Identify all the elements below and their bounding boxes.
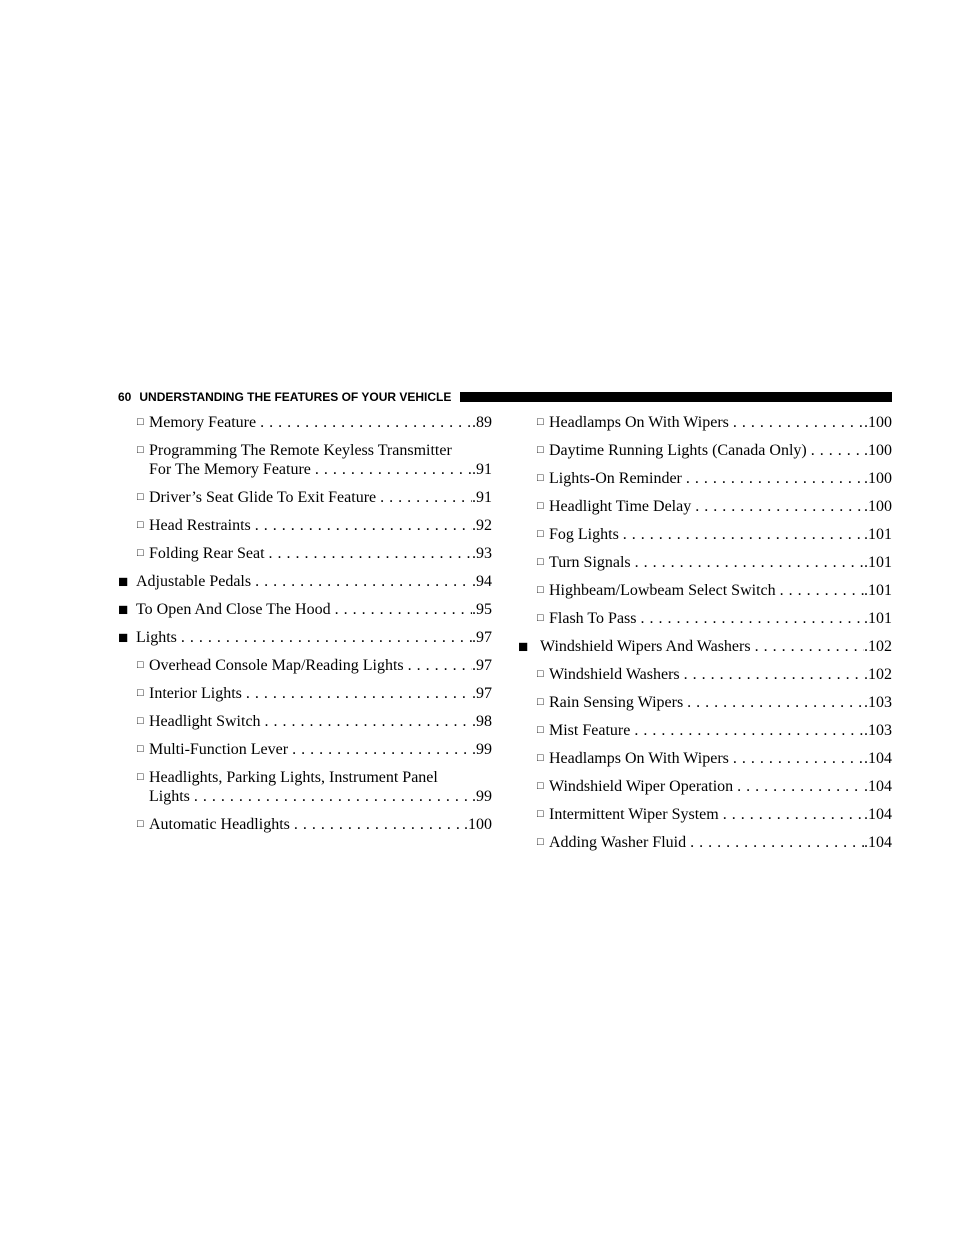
entry-title: Windshield Wiper Operation	[549, 778, 734, 795]
toc-subsection-entry[interactable]	[118, 712, 492, 731]
dot-leader	[695, 497, 864, 516]
dot-leader	[255, 516, 472, 535]
dot-leader	[408, 656, 472, 675]
hollow-square-bullet-icon: □	[537, 500, 544, 512]
dot-leader	[635, 553, 864, 572]
entry-page-number: .101	[864, 582, 892, 599]
entry-title: Adjustable Pedals	[136, 573, 252, 590]
toc-section-entry[interactable]	[518, 637, 892, 656]
dot-leader	[686, 469, 864, 488]
entry-title: Adding Washer Fluid	[549, 834, 687, 851]
toc-subsection-entry[interactable]	[118, 413, 492, 432]
filled-square-bullet-icon: ■	[118, 600, 129, 619]
dot-leader	[255, 572, 472, 591]
entry-page-number: .101	[864, 526, 892, 543]
hollow-square-bullet-icon: □	[537, 836, 544, 848]
entry-row	[549, 413, 892, 432]
dot-leader	[292, 740, 472, 759]
entry-title: Turn Signals	[549, 554, 631, 571]
entry-page-number: .97	[472, 685, 492, 702]
toc-subsection-entry[interactable]	[518, 749, 892, 768]
entry-row	[549, 441, 892, 460]
dot-leader	[723, 805, 864, 824]
entry-title: Folding Rear Seat	[149, 545, 265, 562]
entry-row	[549, 833, 892, 852]
entry-title: Overhead Console Map/Reading Lights	[149, 657, 404, 674]
entry-row	[549, 497, 892, 516]
hollow-square-bullet-icon: □	[137, 547, 144, 559]
entry-page-number: .102	[864, 638, 892, 655]
entry-title: Driver’s Seat Glide To Exit Feature	[149, 489, 377, 506]
entry-title: Highbeam/Lowbeam Select Switch	[549, 582, 776, 599]
entry-page-number: .100	[864, 470, 892, 487]
entry-row	[149, 656, 492, 675]
toc-subsection-entry[interactable]	[118, 815, 492, 834]
toc-subsection-entry[interactable]	[518, 525, 892, 544]
entry-page-number: .104	[864, 778, 892, 795]
entry-page-number: .100	[864, 498, 892, 515]
entry-title: Head Restraints	[149, 517, 251, 534]
toc-subsection-entry[interactable]	[118, 441, 492, 479]
entry-page-number: .103	[864, 694, 892, 711]
entry-row	[540, 637, 892, 656]
entry-row	[149, 712, 492, 731]
page-number: 60	[118, 390, 132, 404]
entry-page-number: .100	[864, 442, 892, 459]
hollow-square-bullet-icon: □	[537, 780, 544, 792]
entry-title: Lights-On Reminder	[549, 470, 682, 487]
entry-title: For The Memory Feature	[149, 461, 311, 478]
dot-leader	[315, 460, 472, 479]
toc-subsection-entry[interactable]	[118, 656, 492, 675]
dot-leader	[733, 749, 864, 768]
entry-page-number: .104	[864, 834, 892, 851]
filled-square-bullet-icon: ■	[118, 628, 129, 647]
dot-leader	[246, 684, 472, 703]
entry-row	[149, 815, 492, 834]
dot-leader	[294, 815, 464, 834]
toc-section-entry[interactable]	[118, 572, 492, 591]
toc-subsection-entry[interactable]	[518, 609, 892, 628]
dot-leader	[811, 441, 864, 460]
entry-title: Automatic Headlights	[149, 816, 290, 833]
entry-page-number: .104	[864, 806, 892, 823]
toc-subsection-entry[interactable]	[518, 665, 892, 684]
toc-subsection-entry[interactable]	[518, 721, 892, 740]
entry-row	[149, 488, 492, 507]
entry-row	[149, 544, 492, 563]
entry-title: Windshield Washers	[549, 666, 680, 683]
entry-page-number: .97	[472, 657, 492, 674]
hollow-square-bullet-icon: □	[537, 416, 544, 428]
entry-page-number: .104	[864, 750, 892, 767]
hollow-square-bullet-icon: □	[537, 556, 544, 568]
hollow-square-bullet-icon: □	[137, 687, 144, 699]
entry-row	[149, 460, 492, 479]
dot-leader	[687, 693, 864, 712]
dot-leader	[181, 628, 472, 647]
toc-subsection-entry[interactable]	[518, 553, 892, 572]
entry-title: Flash To Pass	[549, 610, 637, 627]
dot-leader	[260, 413, 472, 432]
dot-leader	[780, 581, 864, 600]
hollow-square-bullet-icon: □	[537, 668, 544, 680]
dot-leader	[380, 488, 472, 507]
hollow-square-bullet-icon: □	[137, 519, 144, 531]
entry-row	[549, 777, 892, 796]
entry-row	[149, 684, 492, 703]
hollow-square-bullet-icon: □	[137, 659, 144, 671]
entry-row	[549, 581, 892, 600]
entry-title: Headlight Switch	[149, 713, 261, 730]
dot-leader	[634, 721, 864, 740]
dot-leader	[641, 609, 865, 628]
hollow-square-bullet-icon: □	[537, 696, 544, 708]
entry-row	[549, 525, 892, 544]
hollow-square-bullet-icon: □	[537, 808, 544, 820]
entry-page-number: .101	[864, 610, 892, 627]
hollow-square-bullet-icon: □	[137, 715, 144, 727]
entry-page-number: .103	[864, 722, 892, 739]
dot-leader	[269, 544, 472, 563]
toc-subsection-entry[interactable]	[518, 777, 892, 796]
dot-leader	[684, 665, 864, 684]
entry-page-number: .100	[864, 414, 892, 431]
toc-subsection-entry[interactable]	[518, 693, 892, 712]
entry-page-number: .101	[864, 554, 892, 571]
entry-title-line1: Programming The Remote Keyless Transmitter	[149, 442, 452, 459]
toc-subsection-entry[interactable]	[518, 581, 892, 600]
entry-title: Rain Sensing Wipers	[549, 694, 684, 711]
entry-row	[549, 553, 892, 572]
toc-right-column	[518, 413, 892, 861]
toc-subsection-entry[interactable]	[118, 768, 492, 806]
filled-square-bullet-icon: ■	[518, 637, 529, 656]
entry-row	[549, 609, 892, 628]
toc-subsection-entry[interactable]	[118, 740, 492, 759]
entry-title: Headlamps On With Wipers	[549, 414, 729, 431]
entry-row	[549, 469, 892, 488]
hollow-square-bullet-icon: □	[137, 743, 144, 755]
entry-row	[549, 749, 892, 768]
entry-page-number: .99	[472, 741, 492, 758]
hollow-square-bullet-icon: □	[537, 472, 544, 484]
dot-leader	[733, 413, 864, 432]
entry-page-number: .95	[472, 601, 492, 618]
dot-leader	[335, 600, 472, 619]
dot-leader	[265, 712, 472, 731]
entry-row	[149, 740, 492, 759]
toc-subsection-entry[interactable]	[518, 833, 892, 852]
dot-leader	[623, 525, 864, 544]
entry-title: Lights	[136, 629, 177, 646]
toc-subsection-entry[interactable]	[518, 441, 892, 460]
toc-section-entry[interactable]	[118, 600, 492, 619]
entry-title: Memory Feature	[149, 414, 257, 431]
entry-title: Daytime Running Lights (Canada Only)	[549, 442, 807, 459]
entry-title-line1: Headlights, Parking Lights, Instrument Panel	[149, 769, 438, 786]
toc-subsection-entry[interactable]	[518, 469, 892, 488]
hollow-square-bullet-icon: □	[537, 528, 544, 540]
entry-page-number: .94	[472, 573, 492, 590]
entry-row	[549, 721, 892, 740]
header-rule-bar	[460, 392, 892, 402]
entry-page-number: .91	[472, 461, 492, 478]
hollow-square-bullet-icon: □	[137, 491, 144, 503]
hollow-square-bullet-icon: □	[537, 724, 544, 736]
toc-section-entry[interactable]	[118, 628, 492, 647]
toc-subsection-entry[interactable]	[118, 684, 492, 703]
toc-subsection-entry[interactable]	[118, 516, 492, 535]
entry-row	[549, 693, 892, 712]
entry-page-number: .93	[472, 545, 492, 562]
entry-title: Fog Lights	[549, 526, 619, 543]
dot-leader	[755, 637, 864, 656]
toc-subsection-entry[interactable]	[118, 488, 492, 507]
toc-subsection-entry[interactable]	[518, 497, 892, 516]
entry-title: Intermittent Wiper System	[549, 806, 719, 823]
page-header	[118, 390, 892, 404]
entry-page-number: .100	[464, 816, 492, 833]
section-title: UNDERSTANDING THE FEATURES OF YOUR VEHICLE	[139, 390, 452, 404]
entry-page-number: .99	[472, 788, 492, 805]
entry-page-number: .97	[472, 629, 492, 646]
entry-title: Headlight Time Delay	[549, 498, 692, 515]
hollow-square-bullet-icon: □	[137, 771, 144, 783]
hollow-square-bullet-icon: □	[537, 612, 544, 624]
dot-leader	[194, 787, 472, 806]
toc-left-column	[118, 413, 492, 843]
hollow-square-bullet-icon: □	[137, 416, 144, 428]
entry-page-number: .92	[472, 517, 492, 534]
entry-title: To Open And Close The Hood	[136, 601, 331, 618]
toc-subsection-entry[interactable]	[118, 544, 492, 563]
entry-title: Interior Lights	[149, 685, 242, 702]
entry-row	[549, 665, 892, 684]
entry-title: Headlamps On With Wipers	[549, 750, 729, 767]
entry-row	[136, 600, 492, 619]
dot-leader	[690, 833, 864, 852]
entry-title: Multi-Function Lever	[149, 741, 289, 758]
hollow-square-bullet-icon: □	[137, 444, 144, 456]
dot-leader	[737, 777, 864, 796]
entry-page-number: .91	[472, 489, 492, 506]
entry-row	[149, 413, 492, 432]
entry-title: Windshield Wipers And Washers	[540, 638, 751, 655]
hollow-square-bullet-icon: □	[537, 444, 544, 456]
entry-row	[149, 516, 492, 535]
hollow-square-bullet-icon: □	[537, 752, 544, 764]
entry-row	[136, 572, 492, 591]
filled-square-bullet-icon: ■	[118, 572, 129, 591]
hollow-square-bullet-icon: □	[537, 584, 544, 596]
entry-row	[549, 805, 892, 824]
entry-title: Mist Feature	[549, 722, 631, 739]
entry-page-number: .89	[472, 414, 492, 431]
entry-row	[136, 628, 492, 647]
hollow-square-bullet-icon: □	[137, 818, 144, 830]
entry-page-number: .102	[864, 666, 892, 683]
toc-subsection-entry[interactable]	[518, 413, 892, 432]
entry-page-number: .98	[472, 713, 492, 730]
entry-row	[149, 787, 492, 806]
entry-title: Lights	[149, 788, 190, 805]
toc-subsection-entry[interactable]	[518, 805, 892, 824]
